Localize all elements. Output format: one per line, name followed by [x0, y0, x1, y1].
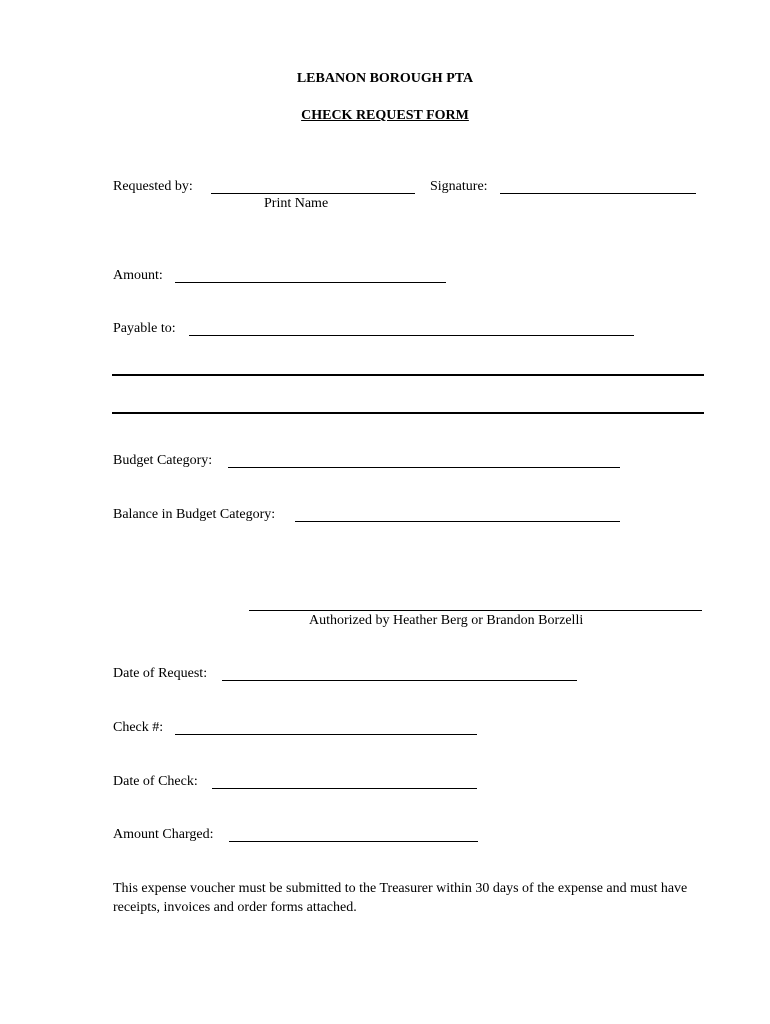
requested-by-field[interactable] [211, 193, 415, 194]
section-divider-top [112, 374, 704, 376]
authorization-signature-field[interactable] [249, 610, 702, 611]
date-of-check-label: Date of Check: [113, 774, 198, 789]
section-divider-bottom [112, 412, 704, 414]
date-of-request-label: Date of Request: [113, 666, 208, 681]
authorization-caption: Authorized by Heather Berg or Brandon Borzelli [309, 613, 584, 628]
amount-label: Amount: [113, 268, 163, 283]
submission-instructions: This expense voucher must be submitted to the Treasurer within 30 days of the expense and must have receipts, invoices and order forms attached. [113, 881, 688, 915]
print-name-caption: Print Name [264, 196, 329, 211]
balance-field[interactable] [295, 521, 620, 522]
form-title [0, 108, 770, 124]
amount-charged-label: Amount Charged: [113, 827, 214, 842]
payable-to-label: Payable to: [113, 321, 176, 336]
organization-heading: LEBANON BOROUGH PTA [296, 71, 474, 86]
signature-label: Signature: [430, 179, 488, 194]
budget-category-field[interactable] [228, 467, 620, 468]
payable-to-field[interactable] [189, 335, 634, 336]
check-number-field[interactable] [175, 734, 477, 735]
signature-field[interactable] [500, 193, 696, 194]
budget-category-label: Budget Category: [113, 453, 213, 468]
form-title-text: CHECK REQUEST FORM [301, 108, 469, 123]
balance-label: Balance in Budget Category: [113, 507, 276, 522]
amount-field[interactable] [175, 282, 446, 283]
date-of-check-field[interactable] [212, 788, 477, 789]
requested-by-label: Requested by: [113, 179, 193, 194]
amount-charged-field[interactable] [229, 841, 478, 842]
check-number-label: Check #: [113, 720, 164, 735]
date-of-request-field[interactable] [222, 680, 577, 681]
